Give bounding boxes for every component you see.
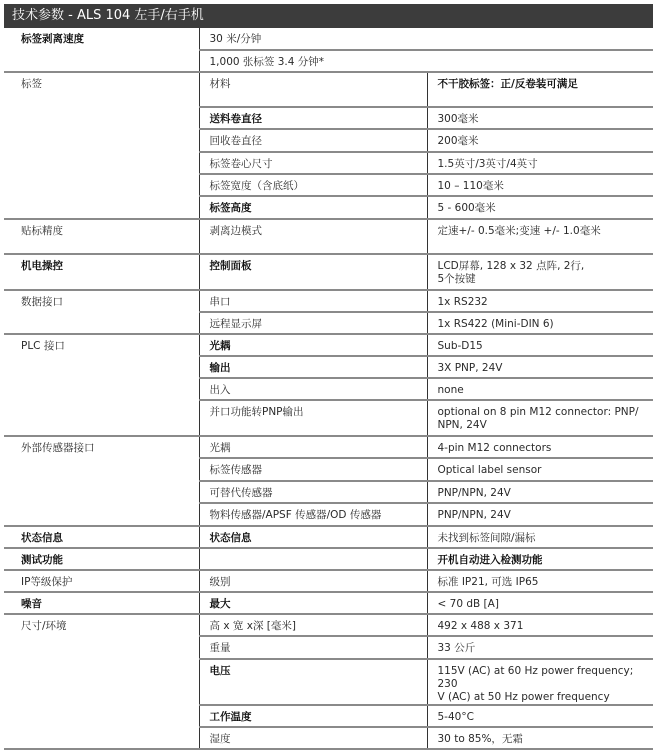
spec-value [427, 334, 653, 356]
spec-value [427, 219, 653, 254]
spec-key: 远程显示屏 [199, 312, 427, 334]
spec-value-line: 标准 IP21, 可选 IP65 [437, 576, 539, 588]
spec-value-line: 5个按键 [437, 273, 476, 285]
spec-value [427, 312, 653, 334]
spec-value [427, 526, 653, 548]
spec-value-line: LCD屏幕, 128 x 32 点阵, 2行, [437, 260, 585, 272]
table-row [4, 28, 653, 50]
group-label: 标签 [4, 72, 199, 219]
group-label: PLC 接口 [4, 334, 199, 436]
spec-key: 串口 [199, 290, 427, 312]
spec-key: 控制面板 [199, 254, 427, 290]
table-row [4, 436, 653, 458]
spec-value: 30 米/分钟 [199, 28, 653, 50]
spec-key: 可替代传感器 [199, 481, 427, 503]
spec-value-line: 3X PNP, 24V [437, 362, 503, 374]
spec-key: 标签卷心尺寸 [199, 152, 427, 174]
spec-value-line: 4-pin M12 connectors [437, 442, 552, 454]
spec-key: 回收卷直径 [199, 129, 427, 152]
spec-key: 电压 [199, 659, 427, 705]
group-label: 数据接口 [4, 290, 199, 334]
spec-value-line: PNP/NPN, 24V [437, 509, 511, 521]
group-label: 标签剥离速度 [4, 28, 199, 72]
spec-value-line: 300毫米 [437, 113, 479, 125]
table-row [4, 592, 653, 614]
group-label: 状态信息 [4, 526, 199, 548]
spec-value [427, 503, 653, 526]
spec-key: 剥离边模式 [199, 219, 427, 254]
group-label: 贴标精度 [4, 219, 199, 254]
spec-key: 物料传感器/APSF 传感器/OD 传感器 [199, 503, 427, 526]
spec-value-line: 10 – 110毫米 [437, 180, 504, 192]
spec-value-line: 不干胶标签：正/反卷装可满足 [437, 78, 578, 90]
spec-value [427, 290, 653, 312]
spec-value-line: 115V (AC) at 60 Hz power frequency; 230 [437, 665, 634, 690]
spec-value [427, 378, 653, 400]
spec-value-line: 5-40°C [437, 711, 474, 723]
spec-value [427, 614, 653, 636]
spec-value-line: Optical label sensor [437, 464, 542, 476]
spec-table [4, 28, 653, 750]
group-label: 外部传感器接口 [4, 436, 199, 526]
spec-value-line: optional on 8 pin M12 connector: PNP/ [437, 406, 639, 418]
spec-key: 并口功能转PNP输出 [199, 400, 427, 436]
spec-value-line: NPN, 24V [437, 419, 487, 431]
spec-key: 光耦 [199, 334, 427, 356]
spec-value [427, 705, 653, 727]
spec-key: 材料 [199, 72, 427, 107]
spec-value-line: 未找到标签间隙/漏标 [437, 532, 536, 544]
group-label: 尺寸/环境 [4, 614, 199, 749]
spec-key: 输出 [199, 356, 427, 378]
spec-key: 重量 [199, 636, 427, 659]
group-label: 噪音 [4, 592, 199, 614]
spec-key: 湿度 [199, 727, 427, 749]
spec-key: 光耦 [199, 436, 427, 458]
group-label: 机电操控 [4, 254, 199, 290]
spec-value [427, 548, 653, 570]
spec-value-line: 1x RS422 (Mini-DIN 6) [437, 318, 554, 330]
spec-key: 送料卷直径 [199, 107, 427, 129]
spec-value-line: 200毫米 [437, 135, 479, 147]
spec-value-line: 5 - 600毫米 [437, 202, 496, 214]
spec-value [427, 152, 653, 174]
table-row [4, 614, 653, 636]
spec-value [427, 458, 653, 481]
spec-value [427, 727, 653, 749]
spec-key: 标签传感器 [199, 458, 427, 481]
spec-value: 1,000 张标签 3.4 分钟* [199, 50, 653, 72]
spec-value-line: 定速+/- 0.5毫米;变速 +/- 1.0毫米 [437, 225, 601, 237]
spec-value-line: 33 公斤 [437, 642, 476, 654]
spec-value-line: 1.5英寸/3英寸/4英寸 [437, 158, 538, 170]
spec-key [199, 548, 427, 570]
spec-key: 级别 [199, 570, 427, 592]
spec-value-line: 492 x 488 x 371 [437, 620, 524, 632]
table-title: 技术参数 - ALS 104 左手/右手机 [4, 4, 653, 28]
table-row [4, 548, 653, 570]
spec-value-line: PNP/NPN, 24V [437, 487, 511, 499]
spec-key: 高 x 宽 x深 [毫米] [199, 614, 427, 636]
spec-value [427, 129, 653, 152]
spec-value [427, 196, 653, 219]
spec-value [427, 481, 653, 503]
spec-value [427, 659, 653, 705]
spec-value [427, 636, 653, 659]
table-row [4, 290, 653, 312]
spec-key: 出入 [199, 378, 427, 400]
spec-value [427, 254, 653, 290]
spec-value-line: V (AC) at 50 Hz power frequency [437, 691, 610, 703]
spec-value [427, 107, 653, 129]
spec-value-line: < 70 dB [A] [437, 598, 499, 610]
spec-value [427, 174, 653, 196]
table-row [4, 72, 653, 107]
spec-value-line: 30 to 85%，无霜 [437, 733, 523, 745]
spec-key: 标签宽度（含底纸） [199, 174, 427, 196]
table-row [4, 219, 653, 254]
spec-key: 标签高度 [199, 196, 427, 219]
table-row [4, 570, 653, 592]
spec-value-line: 开机自动进入检测功能 [437, 554, 543, 566]
group-label: 测试功能 [4, 548, 199, 570]
spec-key: 状态信息 [199, 526, 427, 548]
spec-value [427, 436, 653, 458]
spec-value [427, 356, 653, 378]
table-row [4, 254, 653, 290]
spec-value [427, 72, 653, 107]
group-label: IP等级保护 [4, 570, 199, 592]
spec-value [427, 592, 653, 614]
spec-value-line: Sub-D15 [437, 340, 483, 352]
spec-value [427, 400, 653, 436]
spec-value-line: none [437, 384, 464, 396]
table-row [4, 334, 653, 356]
spec-key: 工作温度 [199, 705, 427, 727]
spec-value [427, 570, 653, 592]
spec-value-line: 1x RS232 [437, 296, 488, 308]
spec-key: 最大 [199, 592, 427, 614]
table-row [4, 526, 653, 548]
